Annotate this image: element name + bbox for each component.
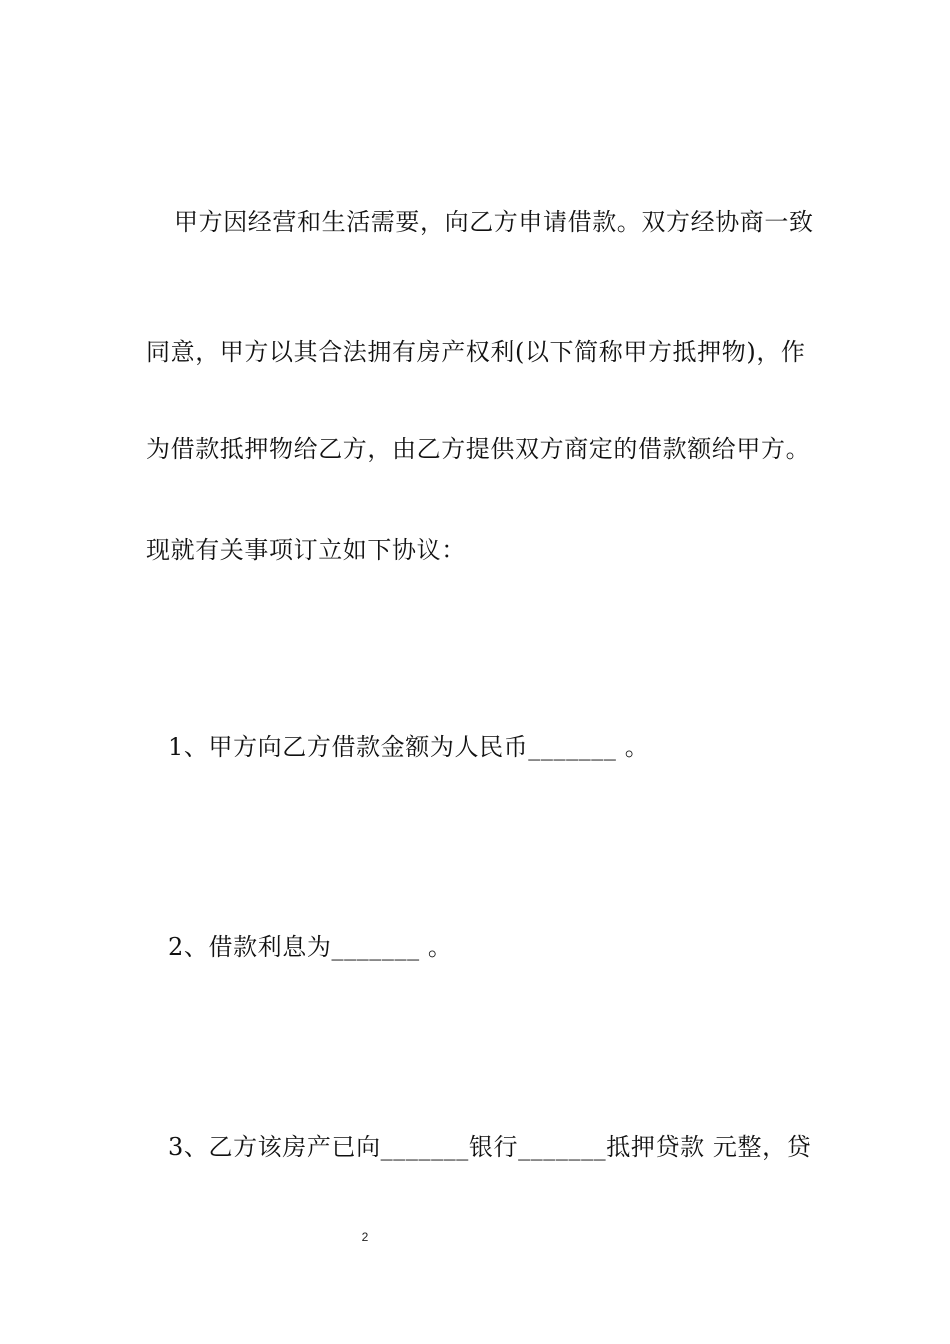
paragraph-line-4: 现就有关事项订立如下协议： — [146, 536, 466, 564]
agreement-item-1: 1、甲方向乙方借款金额为人民币_______ 。 — [168, 733, 650, 761]
paragraph-line-1: 甲方因经营和生活需要，向乙方申请借款。双方经协商一致 — [174, 208, 814, 236]
agreement-item-3: 3、乙方该房产已向_______银行_______抵押贷款 元整，贷 — [168, 1133, 812, 1161]
paragraph-line-2: 同意，甲方以其合法拥有房产权利(以下简称甲方抵押物)，作 — [146, 338, 806, 366]
agreement-item-2: 2、借款利息为_______ 。 — [168, 933, 453, 961]
page-number: 2 — [361, 1230, 369, 1244]
paragraph-line-3: 为借款抵押物给乙方，由乙方提供双方商定的借款额给甲方。 — [146, 435, 811, 463]
